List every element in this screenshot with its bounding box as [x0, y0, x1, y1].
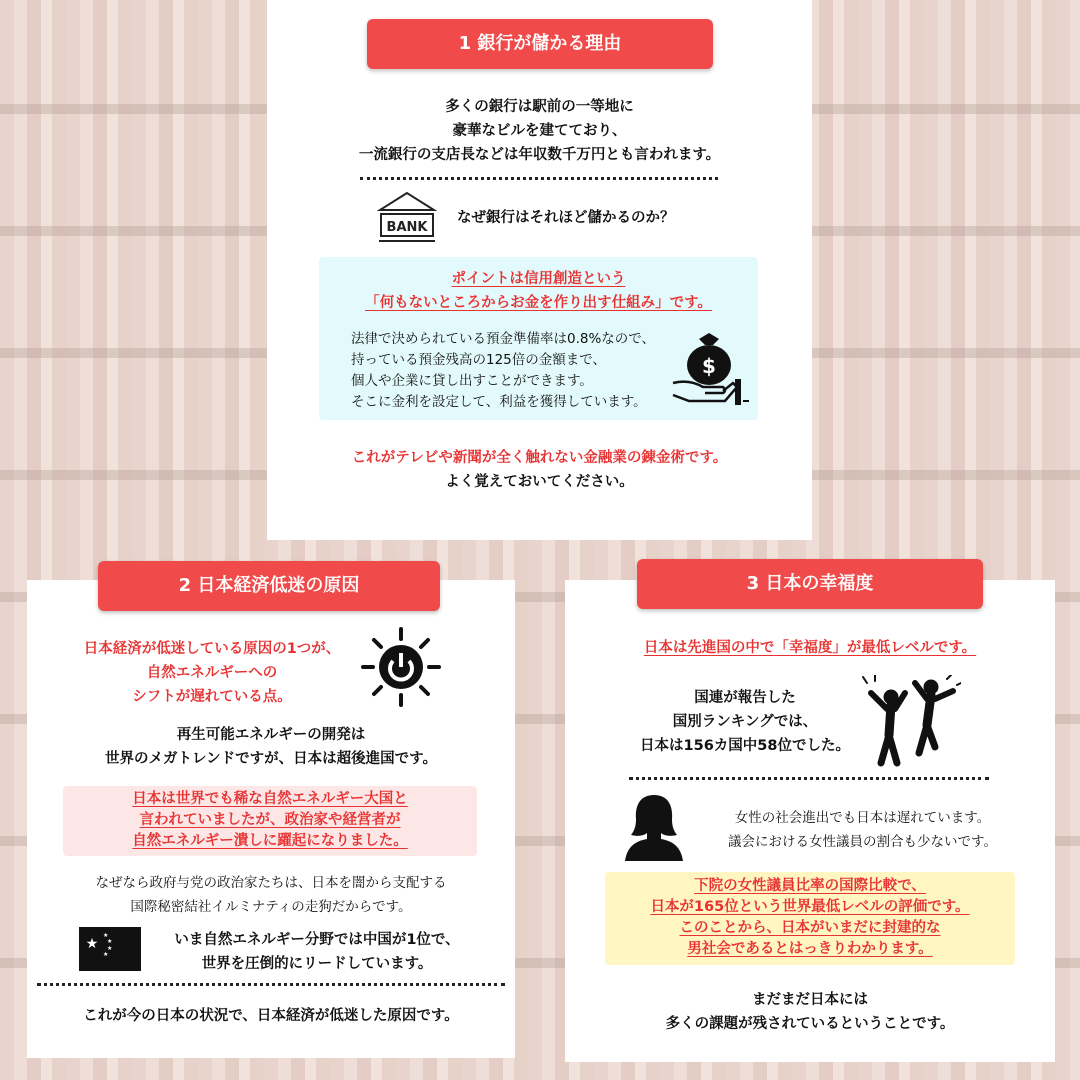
china-text — [147, 928, 487, 976]
highlight-line: 日本は世界でも稀な自然エネルギー大国と — [132, 791, 408, 807]
lead-line: 日本は先進国の中で「幸福度」が最低レベルです。 — [643, 640, 977, 656]
woman-silhouette-icon — [623, 793, 685, 861]
highlight-line: 自然エネルギー潰しに躍起になりました。 — [132, 833, 408, 849]
closing-red-line: これがテレビや新聞が全く触れない金融業の錬金術です。 — [351, 450, 728, 466]
detail-line: そこに金利を設定して、利益を獲得しています。 — [351, 394, 647, 410]
detail-line: 持っている預金残高の125倍の金額まで、 — [351, 352, 606, 368]
panel-bank-profit — [267, 0, 812, 540]
svg-text:★: ★ — [85, 936, 99, 952]
intro-line: 多くの銀行は駅前の一等地に — [445, 99, 634, 115]
china-line: 世界を圧倒的にリードしています。 — [201, 956, 433, 972]
detail-text — [351, 329, 691, 413]
point-line: 「何もないところからお金を作り出す仕組み」です。 — [365, 295, 712, 311]
point-text — [319, 267, 758, 315]
body-text — [37, 723, 505, 771]
cheering-people-icon — [861, 675, 961, 767]
ranking-line: 国別ランキングでは、 — [672, 714, 818, 730]
panel-japan-economy — [27, 575, 515, 1058]
intro-line: 豪華なビルを建てており、 — [452, 123, 627, 139]
svg-text:★: ★ — [107, 938, 113, 945]
ranking-line: 日本は156カ国中58位でした。 — [640, 738, 850, 754]
highlight-text — [605, 872, 1015, 960]
ranking-line: 国連が報告した — [694, 690, 796, 706]
reason-text — [37, 871, 505, 919]
china-flag-icon — [79, 927, 141, 971]
bank-label: BANK — [386, 220, 428, 235]
svg-text:★: ★ — [103, 932, 109, 939]
women-text — [690, 806, 1035, 854]
ranking-text — [605, 686, 885, 758]
panel-title: 3 日本の幸福度 — [637, 559, 983, 609]
women-line: 議会における女性議員の割合も少ないです。 — [728, 834, 997, 850]
detail-line: 法律で決められている預金準備率は0.8%なので、 — [351, 331, 656, 347]
body-line: 世界のメガトレンドですが、日本は超後進国です。 — [105, 751, 437, 767]
reason-line: なぜなら政府与党の政治家たちは、日本を闇から支配する — [95, 875, 447, 891]
highlight-box — [63, 786, 477, 856]
svg-text:★: ★ — [107, 945, 113, 952]
lead-text — [67, 637, 357, 709]
intro-text — [287, 95, 792, 167]
highlight-line: 男社会であるとはっきりわかります。 — [687, 941, 933, 957]
svg-text:★: ★ — [103, 951, 109, 958]
detail-line: 個人や企業に貸し出すことができます。 — [351, 373, 593, 389]
sun-power-icon — [359, 625, 443, 709]
reason-line: 国際秘密結社イルミナティの走狗だからです。 — [130, 899, 412, 915]
highlight-line: このことから、日本がいまだに封建的な — [679, 920, 941, 936]
women-line: 女性の社会進出でも日本は遅れています。 — [734, 810, 991, 826]
closing-text — [287, 446, 792, 494]
highlight-line: 下院の女性議員比率の国際比較で、 — [694, 878, 926, 894]
divider — [629, 777, 989, 780]
intro-line: 一流銀行の支店長などは年収数千万円とも言われます。 — [358, 147, 721, 163]
panel-title: 2 日本経済低迷の原因 — [98, 561, 440, 611]
highlight-box — [605, 872, 1015, 965]
bank-icon — [377, 190, 437, 246]
highlight-line: 日本が165位という世界最低レベルの評価です。 — [650, 899, 970, 915]
highlight-text — [63, 786, 477, 852]
svg-text:$: $ — [702, 354, 716, 378]
lead-line: シフトが遅れている点。 — [132, 689, 292, 705]
question-text: なぜ銀行はそれほど儲かるのか？ — [457, 210, 675, 226]
lead-line: 日本経済が低迷している原因の1つが、 — [83, 641, 341, 657]
divider — [360, 177, 718, 180]
closing-text — [575, 988, 1045, 1036]
closing-line: 多くの課題が残されているということです。 — [665, 1016, 955, 1032]
panel-title: 1 銀行が儲かる理由 — [367, 19, 713, 69]
lead-text — [575, 636, 1045, 660]
point-box — [319, 257, 758, 420]
closing-line: まだまだ日本には — [752, 992, 868, 1008]
closing-text: これが今の日本の状況で、日本経済が低迷した原因です。 — [83, 1008, 459, 1024]
body-line: 再生可能エネルギーの開発は — [176, 727, 366, 743]
closing-line: よく覚えておいてください。 — [445, 474, 634, 490]
divider — [37, 983, 505, 986]
highlight-line: 言われていましたが、政治家や経営者が — [139, 812, 401, 828]
money-bag-hand-icon — [669, 329, 749, 409]
panel-japan-happiness — [565, 573, 1055, 1062]
china-line: いま自然エネルギー分野では中国が1位で、 — [174, 932, 460, 948]
point-line: ポイントは信用創造という — [451, 271, 626, 287]
lead-line: 自然エネルギーへの — [146, 665, 278, 681]
